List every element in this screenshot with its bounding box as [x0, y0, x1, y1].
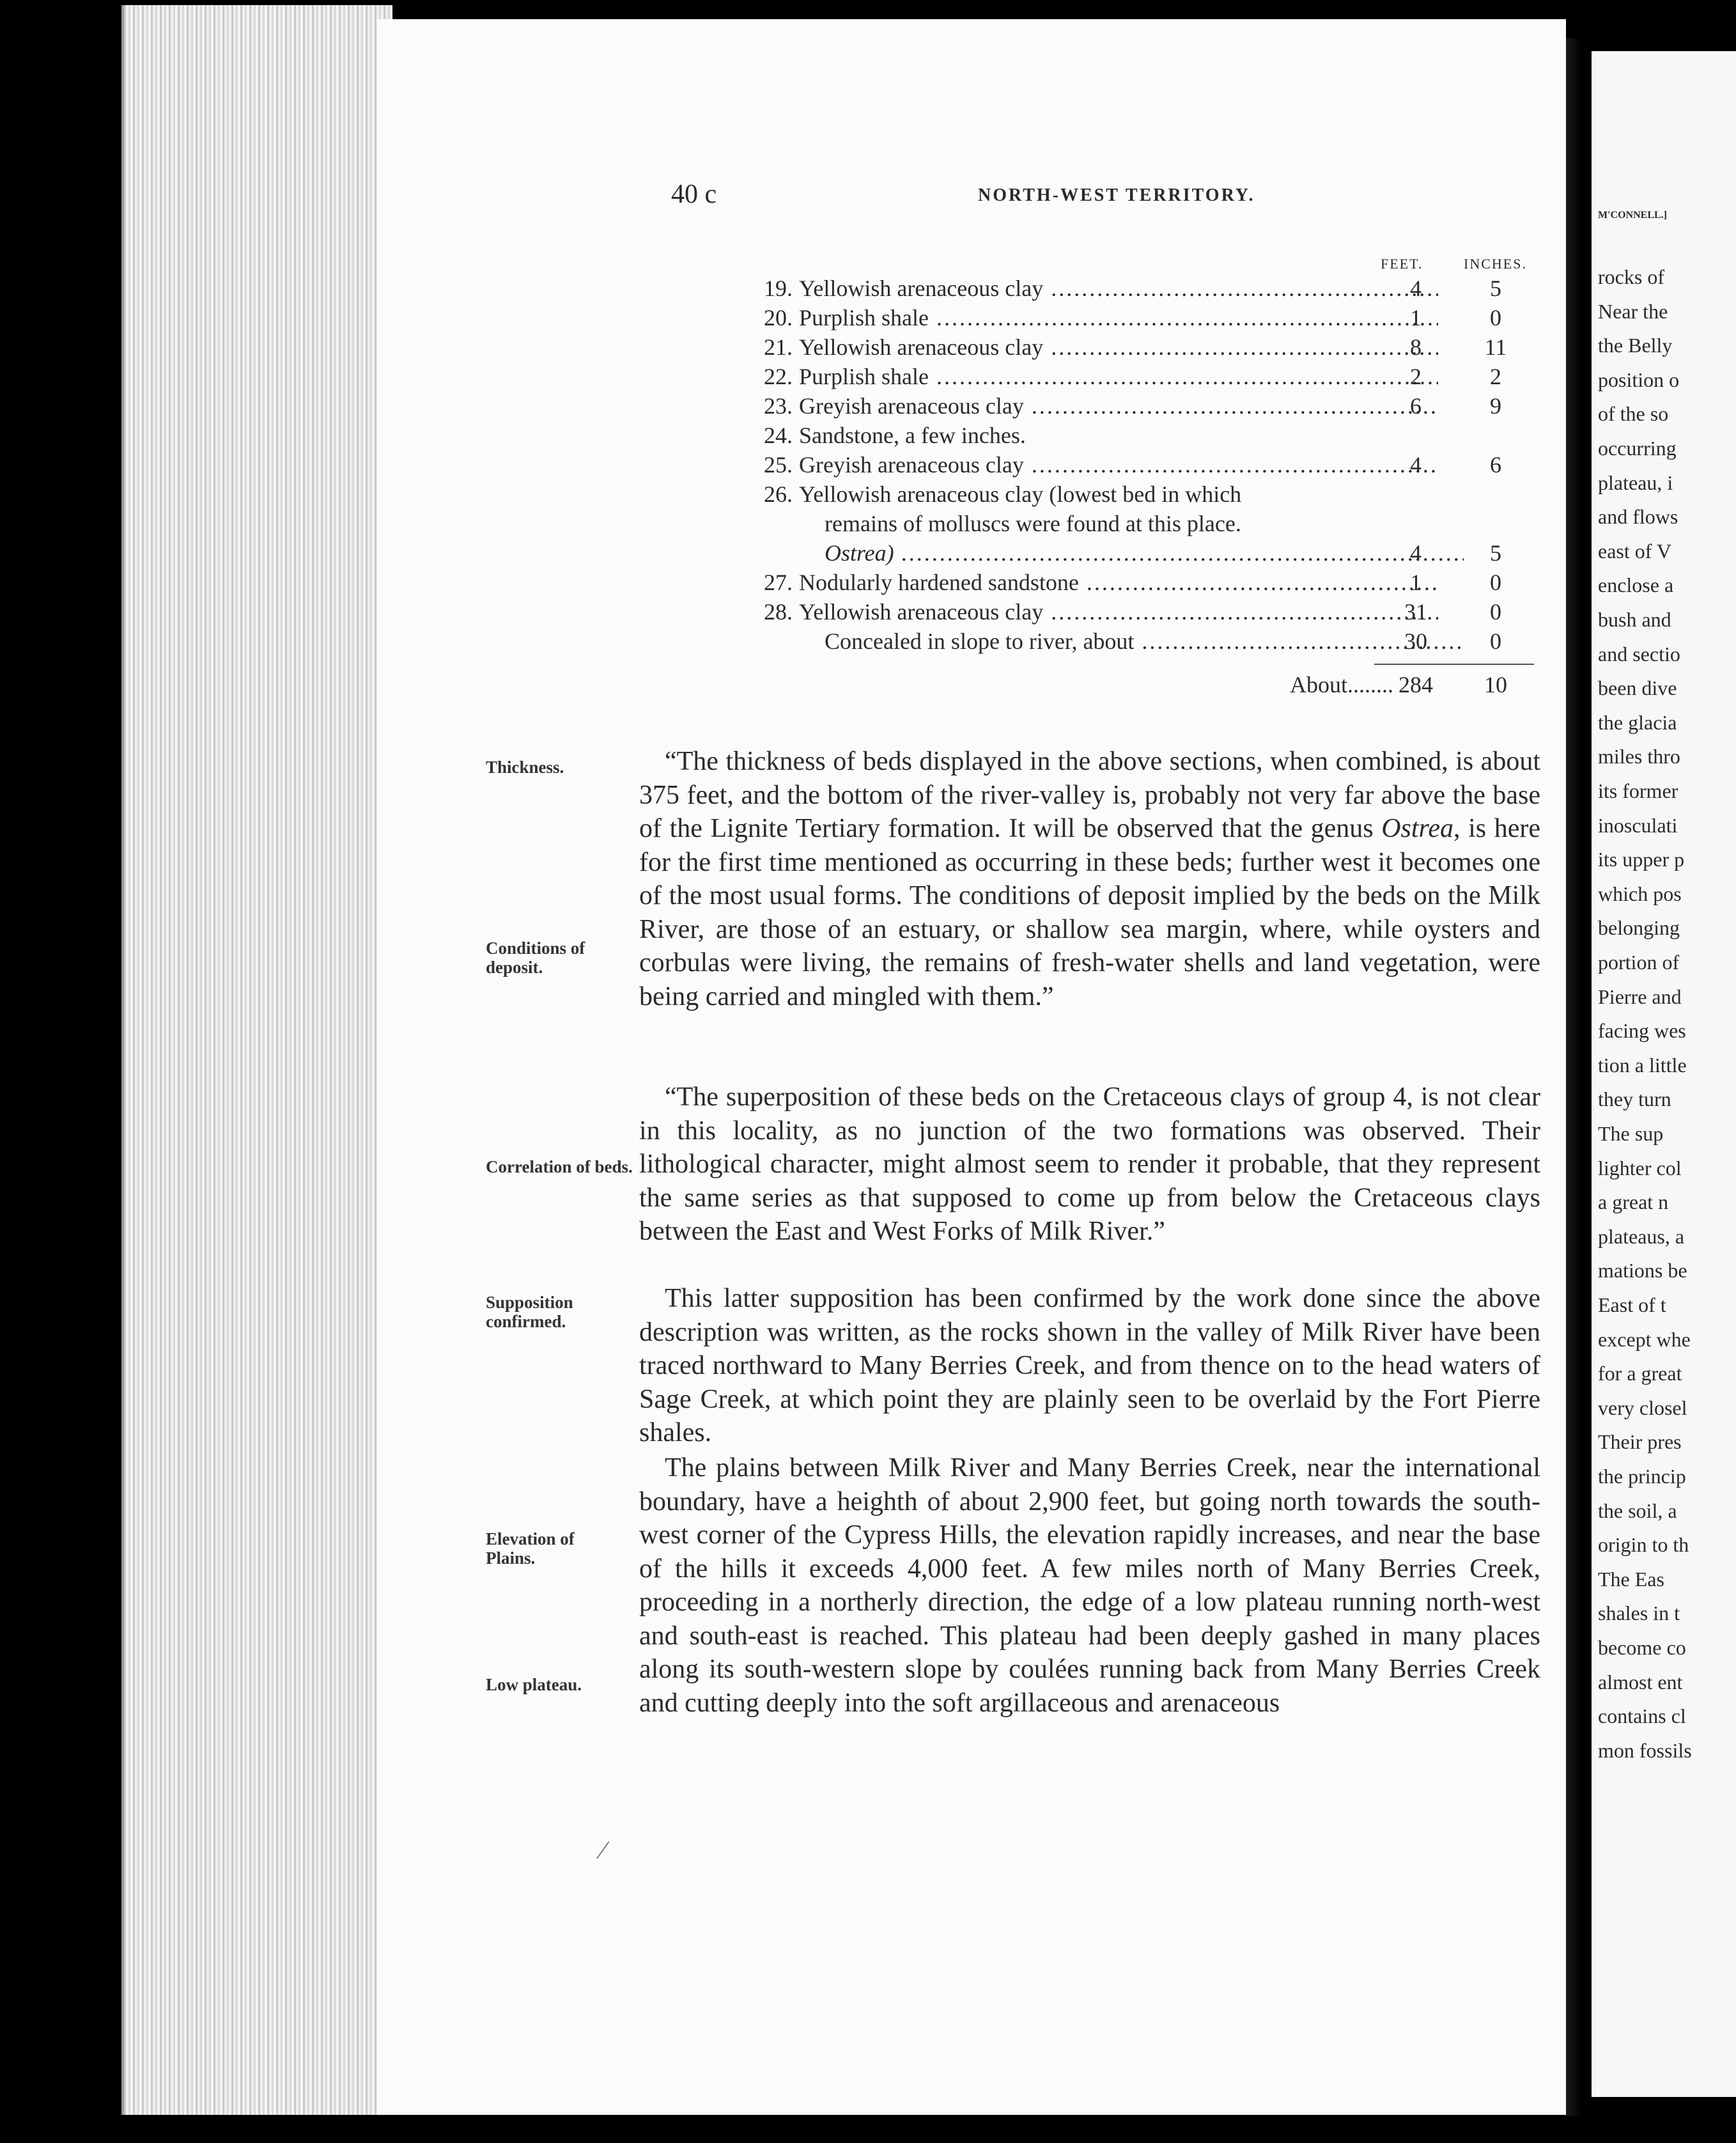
row-feet: 4: [1410, 540, 1422, 566]
facing-page-line: very closel: [1598, 1396, 1687, 1419]
row-feet: 6: [1410, 393, 1422, 419]
facing-page-line: become co: [1598, 1636, 1686, 1659]
row-inches: 5: [1490, 540, 1501, 566]
row-description: Yellowish arenaceous clay .....: [799, 598, 1438, 625]
facing-page-line: its upper p: [1598, 848, 1685, 871]
row-number: 27.: [764, 570, 793, 595]
row-number: 21.: [764, 334, 793, 360]
facing-page-line: The sup: [1598, 1122, 1664, 1145]
row-description-continued: remains of molluscs were found at this place.: [825, 511, 1241, 536]
table-row: [735, 363, 1534, 391]
table-row: [735, 481, 1534, 566]
row-inches: 0: [1490, 305, 1501, 331]
row-inches: 0: [1490, 599, 1501, 625]
margin-note-correlation: Correlation of beds.: [486, 1157, 633, 1176]
row-description: Purplish shale .....: [799, 363, 1438, 390]
facing-page-line: Pierre and: [1598, 985, 1682, 1008]
facing-page-line: occurring: [1598, 437, 1677, 460]
facing-page-line: the Belly: [1598, 334, 1673, 357]
row-feet: 4: [1410, 276, 1422, 301]
row-feet: 4: [1410, 452, 1422, 478]
row-description: Greyish arenaceous clay .....: [799, 451, 1438, 478]
facing-page: [1592, 51, 1736, 2097]
row-number: 24.: [764, 423, 793, 448]
row-number: 28.: [764, 599, 793, 625]
paragraph-superposition: “The superposition of these beds on the Cretaceous clays of group 4, is not clear in this locality, as no junction of the two formations was observed. Their lithological character, might almost seem to render it probable, that they represent the same series as that supposed to come up from below the Cretaceous clays between the East and West Forks of Milk River.”: [639, 1082, 1540, 1246]
facing-page-line: they turn: [1598, 1087, 1671, 1111]
paragraph-plains: The plains between Milk River and Many Berries Creek, near the international boundary, have a heighth of about 2,900 feet, but going north towards the south-west corner of the Cypress Hills, the elevation rapidly increases, and near the base of the hills it exceeds 4,000 feet. A few miles north of Many Berries Creek, proceeding in a northerly direction, the edge of a low plateau running north-west and south-east is reached. This plateau had been deeply gashed in many places along its south-western slope by coulées running back from Many Berries Creek and cutting deeply into the soft argillaceous and arenaceous: [639, 1453, 1540, 1718]
table-row: [735, 628, 1534, 656]
facing-page-line: enclose a: [1598, 573, 1674, 597]
facing-page-line: plateaus, a: [1598, 1224, 1685, 1248]
facing-page-line: the glacia: [1598, 710, 1677, 734]
row-description: Greyish arenaceous clay .....: [799, 393, 1438, 419]
margin-note-conditions: Conditions of deposit.: [486, 939, 585, 977]
facing-page-line: and sectio: [1598, 642, 1680, 666]
running-title: NORTH-WEST TERRITORY.: [978, 185, 1255, 205]
row-description: Yellowish arenaceous clay (lowest bed in which: [799, 481, 1242, 507]
row-feet: 2: [1410, 364, 1422, 389]
row-feet: 1: [1410, 305, 1422, 331]
facing-page-line: portion of: [1598, 951, 1680, 974]
facing-page-header: M'CONNELL.]: [1598, 210, 1667, 221]
row-description: Concealed in slope to river, about .....: [825, 628, 1464, 655]
row-inches: 6: [1490, 452, 1501, 478]
table-row: [735, 275, 1534, 303]
margin-note-thickness: Thickness.: [486, 758, 564, 777]
pencil-mark: ⁄: [601, 1835, 605, 1864]
facing-page-line: for a great: [1598, 1362, 1682, 1385]
facing-page-line: east of V: [1598, 539, 1671, 563]
facing-page-line: been dive: [1598, 676, 1677, 700]
facing-page-line: Their pres: [1598, 1430, 1682, 1454]
facing-page-line: its former: [1598, 779, 1678, 802]
facing-page-line: mon fossils: [1598, 1738, 1692, 1762]
total-label: About........: [1290, 672, 1393, 697]
total-inches: 10: [1484, 672, 1507, 697]
facing-page-line: shales in t: [1598, 1601, 1680, 1625]
facing-page-line: Near the: [1598, 299, 1668, 323]
total-feet: 284: [1399, 672, 1433, 697]
facing-page-line: and flows: [1598, 505, 1678, 529]
table-row: [735, 334, 1534, 362]
row-number: 25.: [764, 452, 793, 478]
table-row: [735, 598, 1534, 627]
row-description: Yellowish arenaceous clay .....: [799, 275, 1438, 302]
row-number: 20.: [764, 305, 793, 331]
table-row: [735, 451, 1534, 479]
row-inches: 9: [1490, 393, 1501, 419]
facing-page-line: almost ent: [1598, 1670, 1683, 1694]
facing-page-line: inosculati: [1598, 813, 1678, 837]
facing-page-line: the princip: [1598, 1465, 1686, 1488]
facing-page-line: East of t: [1598, 1293, 1666, 1316]
facing-page-line: except whe: [1598, 1327, 1691, 1351]
facing-page-line: miles thro: [1598, 745, 1680, 768]
facing-page-line: the soil, a: [1598, 1499, 1677, 1522]
row-description: Sandstone, a few inches.: [799, 423, 1026, 448]
margin-note-elevation: Elevation of Plains.: [486, 1529, 575, 1568]
paragraph-thickness: “The thickness of beds displayed in the above sections, when combined, is about 375 feet, and the bottom of the river-valley is, probably not very far above the base of the Lignite Tertiary formation. It will be observed that the genus Ostrea, is here for the first time mentioned as occurring in these beds; further west it becomes one of the most usual forms. The conditions of deposit implied by the beds on the Milk River, are those of an estuary, or shallow sea margin, where, while oysters and corbulas were living, the remains of fresh-water shells and land vegetation, were being carried and mingled with them.”: [639, 747, 1540, 1011]
column-header-feet: FEET.: [1381, 256, 1423, 272]
facing-page-line: origin to th: [1598, 1533, 1689, 1557]
row-description: Yellowish arenaceous clay .....: [799, 334, 1438, 361]
facing-page-line: a great n: [1598, 1190, 1669, 1214]
row-inches: 2: [1490, 364, 1501, 389]
facing-page-line: lighter col: [1598, 1156, 1682, 1180]
sum-rule: [1374, 664, 1534, 665]
page-header: [671, 179, 1534, 217]
page-number: 40 c: [671, 180, 717, 209]
facing-page-line: position o: [1598, 368, 1680, 391]
row-feet: 31: [1404, 599, 1427, 625]
facing-page-line: belonging: [1598, 916, 1680, 940]
total-row: [735, 671, 1534, 699]
facing-page-line: contains cl: [1598, 1704, 1686, 1728]
facing-page-line: mations be: [1598, 1259, 1687, 1282]
book-page-edges: [121, 5, 392, 2115]
row-inches: 0: [1490, 570, 1501, 595]
column-header-inches: INCHES.: [1464, 256, 1527, 272]
row-number: 26.: [764, 481, 793, 507]
row-number: 22.: [764, 364, 793, 389]
row-feet: 8: [1410, 334, 1422, 360]
facing-page-line: plateau, i: [1598, 471, 1673, 494]
row-description: Purplish shale .....: [799, 304, 1438, 331]
row-feet: 30: [1404, 628, 1427, 654]
facing-page-line: which pos: [1598, 882, 1682, 905]
row-description-genus: Ostrea) .....: [825, 540, 1464, 566]
book-gutter: [1566, 38, 1592, 2116]
margin-note-low-plateau: Low plateau.: [486, 1675, 582, 1694]
facing-page-line: of the so: [1598, 402, 1669, 426]
row-inches: 5: [1490, 276, 1501, 301]
facing-page-line: bush and: [1598, 608, 1671, 631]
paragraph-supposition: This latter supposition has been confirmed by the work done since the above description was written, as the rocks shown in the valley of Milk River have been traced northward to Many Berries Creek, and from thence on to the head waters of Sage Creek, at which point they are plainly seen to be overlaid by the Fort Pierre shales.: [639, 1284, 1540, 1447]
table-row: [735, 393, 1534, 421]
facing-page-line: tion a little: [1598, 1053, 1687, 1077]
table-row: [735, 422, 1534, 450]
facing-page-line: facing wes: [1598, 1019, 1686, 1043]
row-feet: 1: [1410, 570, 1422, 595]
row-description: Nodularly hardened sandstone .....: [799, 569, 1438, 596]
facing-page-line: The Eas: [1598, 1567, 1664, 1591]
row-inches: 11: [1484, 334, 1507, 360]
facing-page-line: rocks of: [1598, 265, 1664, 288]
margin-note-supposition: Supposition confirmed.: [486, 1293, 573, 1331]
table-row: [735, 304, 1534, 332]
table-row: [735, 569, 1534, 597]
row-number: 19.: [764, 276, 793, 301]
row-number: 23.: [764, 393, 793, 419]
row-inches: 0: [1490, 628, 1501, 654]
